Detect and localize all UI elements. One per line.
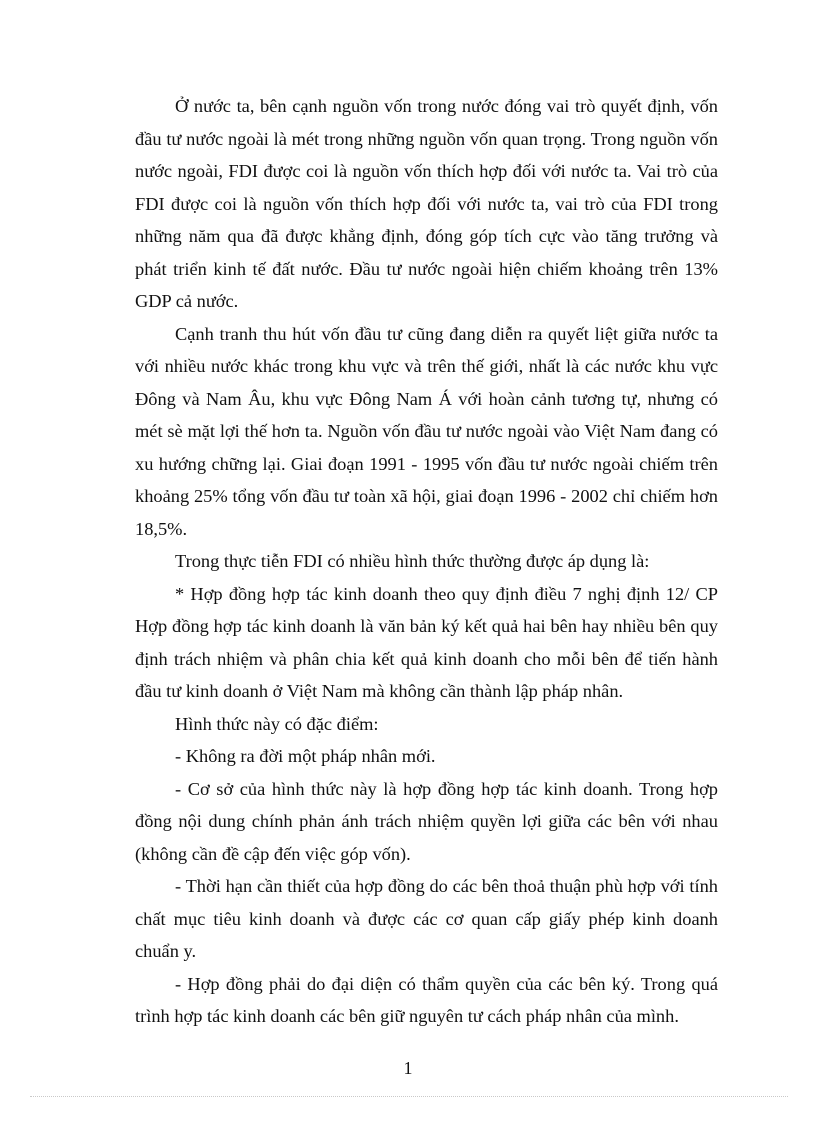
list-item: - Cơ sở của hình thức này là hợp đồng hợp tác kinh doanh. Trong hợp đồng nội dung chính phản ánh trách nhiệm quyền lợi giữa các bên với nhau (không cần đề cập đến việc góp vốn). (135, 778, 718, 864)
paragraph-competition: Cạnh tranh thu hút vốn đầu tư cũng đang diễn ra quyết liệt giữa nước ta với nhiều nước khác trong khu vực và trên thế giới, nhất là các nước khu vực Đông và Nam Âu, khu vực Đông Nam Á với hoàn cảnh tương tự, nhưng có mét sè mặt lợi thế hơn ta. Nguồn vốn đầu tư nước ngoài vào Việt Nam đang có xu hướng chững lại. Giai đoạn 1991 - 1995 vốn đầu tư nước ngoài chiếm trên khoảng 25% tổng vốn đầu tư toàn xã hội, giai đoạn 1996 - 2002 chỉ chiếm hơn 18,5%. (135, 323, 718, 539)
paragraph-fdi-forms-intro: Trong thực tiễn FDI có nhiều hình thức thường được áp dụng là: (175, 551, 650, 571)
footer-divider (30, 1096, 788, 1097)
list-item: - Thời hạn cần thiết của hợp đồng do các bên thoả thuận phù hợp với tính chất mục tiêu kinh doanh và được các cơ quan cấp giấy phép kinh doanh chuẩn y. (135, 876, 718, 961)
paragraph-business-cooperation-contract: * Hợp đồng hợp tác kinh doanh theo quy định điều 7 nghị định 12/ CP Hợp đồng hợp tác kinh doanh là văn bản ký kết quả hai bên hay nhiều bên quy định trách nhiệm và phân chia kết quả kinh doanh cho mỗi bên để tiến hành đầu tư kinh doanh ở Việt Nam mà không cần thành lập pháp nhân. (135, 583, 718, 701)
list-item: - Không ra đời một pháp nhân mới. (175, 746, 436, 766)
list-item: - Hợp đồng phải do đại diện có thẩm quyền của các bên ký. Trong quá trình hợp tác kinh doanh các bên giữ nguyên tư cách pháp nhân của mình. (135, 973, 718, 1026)
body-text (135, 90, 718, 1033)
page-number: 1 (403, 1058, 413, 1078)
paragraph-fdi-role: Ở nước ta, bên cạnh nguồn vốn trong nước đóng vai trò quyết định, vốn đầu tư nước ngoài là mét trong những nguồn vốn quan trọng. Trong nguồn vốn nước ngoài, FDI được coi là nguồn vốn thích hợp đối với nước ta. Vai trò của FDI được coi là nguồn vốn thích hợp đối với nước ta, vai trò của FDI trong những năm qua đã được khẳng định, đóng góp tích cực vào tăng trưởng và phát triển kinh tế đất nước. Đầu tư nước ngoài hiện chiếm khoảng trên 13% GDP cả nước. (135, 96, 718, 311)
paragraph-characteristics-heading: Hình thức này có đặc điểm: (175, 713, 379, 734)
